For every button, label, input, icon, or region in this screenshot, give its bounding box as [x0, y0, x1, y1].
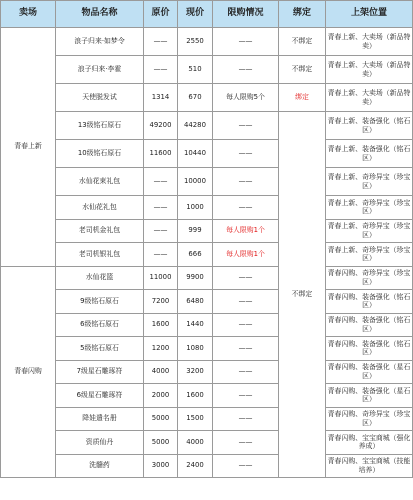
orig-price: 1200 — [144, 337, 178, 361]
header-cell: 现价 — [178, 1, 213, 28]
orig-price: 5000 — [144, 431, 178, 455]
table-row — [1, 219, 413, 243]
limit-cell: —— — [213, 196, 279, 220]
table-row — [1, 454, 413, 478]
limit-cell: —— — [213, 140, 279, 168]
location-cell: 青春闪购、宝宝商城（强化养成） — [326, 431, 413, 455]
location-cell: 青春上新、大卖场（新品特卖） — [326, 84, 413, 112]
now-price: 9900 — [178, 266, 213, 290]
limit-cell: —— — [213, 431, 279, 455]
orig-price: 1600 — [144, 313, 178, 337]
limit-cell: 每人限购1个 — [213, 243, 279, 267]
table-row — [1, 196, 413, 220]
item-name: 6级星石雕琢符 — [56, 384, 144, 408]
orig-price: —— — [144, 219, 178, 243]
location-cell: 青春上新、奇珍异宝（珍宝区） — [326, 243, 413, 267]
location-cell: 青春闪购、装备强化（铭石区） — [326, 290, 413, 314]
item-name: 浪子归来·李霍 — [56, 56, 144, 84]
header-row — [1, 1, 413, 28]
header-cell: 卖场 — [1, 1, 56, 28]
table-row — [1, 337, 413, 361]
item-name: 浪子归来·如梦令 — [56, 28, 144, 56]
location-cell: 青春上新、大卖场（新品特卖） — [326, 56, 413, 84]
item-name: 洗髓药 — [56, 454, 144, 478]
limit-cell: —— — [213, 290, 279, 314]
table-row — [1, 360, 413, 384]
orig-price: 7200 — [144, 290, 178, 314]
bind-cell-shared: 不绑定 — [279, 112, 326, 478]
location-cell: 青春上新、奇珍异宝（珍宝区） — [326, 168, 413, 196]
table-row — [1, 313, 413, 337]
header-cell: 物品名称 — [56, 1, 144, 28]
orig-price: —— — [144, 28, 178, 56]
now-price: 666 — [178, 243, 213, 267]
now-price: 2550 — [178, 28, 213, 56]
header-cell: 上架位置 — [326, 1, 413, 28]
table-row — [1, 28, 413, 56]
orig-price: 1314 — [144, 84, 178, 112]
item-name: 老司机金礼包 — [56, 219, 144, 243]
now-price: 999 — [178, 219, 213, 243]
item-name: 水仙花礼包 — [56, 196, 144, 220]
item-name: 9级铭石原石 — [56, 290, 144, 314]
table-row — [1, 168, 413, 196]
orig-price: 49200 — [144, 112, 178, 140]
now-price: 670 — [178, 84, 213, 112]
limit-cell: —— — [213, 112, 279, 140]
location-cell: 青春闪购、装备强化（星石区） — [326, 384, 413, 408]
orig-price: 5000 — [144, 407, 178, 431]
limit-cell: —— — [213, 407, 279, 431]
location-cell: 青春闪购、宝宝商城（技能培养） — [326, 454, 413, 478]
orig-price: 4000 — [144, 360, 178, 384]
table-row — [1, 56, 413, 84]
now-price: 1500 — [178, 407, 213, 431]
orig-price: 11600 — [144, 140, 178, 168]
bind-cell: 不绑定 — [279, 28, 326, 56]
item-name: 降娃遣名册 — [56, 407, 144, 431]
now-price: 6480 — [178, 290, 213, 314]
now-price: 1080 — [178, 337, 213, 361]
location-cell: 青春闪购、奇珍异宝（珍宝区） — [326, 407, 413, 431]
item-name: 7级星石雕琢符 — [56, 360, 144, 384]
now-price: 4000 — [178, 431, 213, 455]
orig-price: —— — [144, 56, 178, 84]
item-name: 10级铭石原石 — [56, 140, 144, 168]
header-cell: 限购情况 — [213, 1, 279, 28]
limit-cell: 每人限购1个 — [213, 219, 279, 243]
limit-cell: —— — [213, 384, 279, 408]
now-price: 10440 — [178, 140, 213, 168]
location-cell: 青春上新、装备强化（铭石区） — [326, 112, 413, 140]
limit-cell: —— — [213, 266, 279, 290]
table-row — [1, 266, 413, 290]
table-row — [1, 384, 413, 408]
orig-price: 3000 — [144, 454, 178, 478]
item-name: 资质仙丹 — [56, 431, 144, 455]
bind-cell: 绑定 — [279, 84, 326, 112]
location-cell: 青春闪购、装备强化（铭石区） — [326, 313, 413, 337]
location-cell: 青春上新、奇珍异宝（珍宝区） — [326, 196, 413, 220]
location-cell: 青春上新、奇珍异宝（珍宝区） — [326, 219, 413, 243]
now-price: 3200 — [178, 360, 213, 384]
limit-cell: —— — [213, 28, 279, 56]
now-price: 10000 — [178, 168, 213, 196]
market-cell: 青春上新 — [1, 28, 56, 267]
header-cell: 原价 — [144, 1, 178, 28]
location-cell: 青春上新、装备强化（铭石区） — [326, 140, 413, 168]
item-name: 老司机银礼包 — [56, 243, 144, 267]
header-cell: 绑定 — [279, 1, 326, 28]
market-cell: 青春闪购 — [1, 266, 56, 478]
limit-cell: —— — [213, 454, 279, 478]
orig-price: 11000 — [144, 266, 178, 290]
now-price: 44280 — [178, 112, 213, 140]
orig-price: —— — [144, 168, 178, 196]
table-row — [1, 112, 413, 140]
now-price: 1600 — [178, 384, 213, 408]
table-row — [1, 243, 413, 267]
item-name: 水仙花篮 — [56, 266, 144, 290]
table-row — [1, 431, 413, 455]
location-cell: 青春闪购、装备强化（铭石区） — [326, 337, 413, 361]
orig-price: —— — [144, 243, 178, 267]
orig-price: —— — [144, 196, 178, 220]
limit-cell: —— — [213, 313, 279, 337]
table-row — [1, 84, 413, 112]
table-row — [1, 140, 413, 168]
location-cell: 青春闪购、奇珍异宝（珍宝区） — [326, 266, 413, 290]
limit-cell: —— — [213, 337, 279, 361]
item-name: 天使脱发试 — [56, 84, 144, 112]
table-row — [1, 290, 413, 314]
item-name: 水仙花束礼包 — [56, 168, 144, 196]
limit-cell: —— — [213, 168, 279, 196]
table-row — [1, 407, 413, 431]
item-name: 6级铭石原石 — [56, 313, 144, 337]
now-price: 510 — [178, 56, 213, 84]
limit-cell: —— — [213, 360, 279, 384]
bind-cell: 不绑定 — [279, 56, 326, 84]
now-price: 2400 — [178, 454, 213, 478]
limit-cell: —— — [213, 56, 279, 84]
item-name: 13级铭石原石 — [56, 112, 144, 140]
limit-cell: 每人限购5个 — [213, 84, 279, 112]
now-price: 1440 — [178, 313, 213, 337]
location-cell: 青春闪购、装备强化（星石区） — [326, 360, 413, 384]
location-cell: 青春上新、大卖场（新品特卖） — [326, 28, 413, 56]
now-price: 1000 — [178, 196, 213, 220]
orig-price: 2000 — [144, 384, 178, 408]
item-name: 5级铭石原石 — [56, 337, 144, 361]
